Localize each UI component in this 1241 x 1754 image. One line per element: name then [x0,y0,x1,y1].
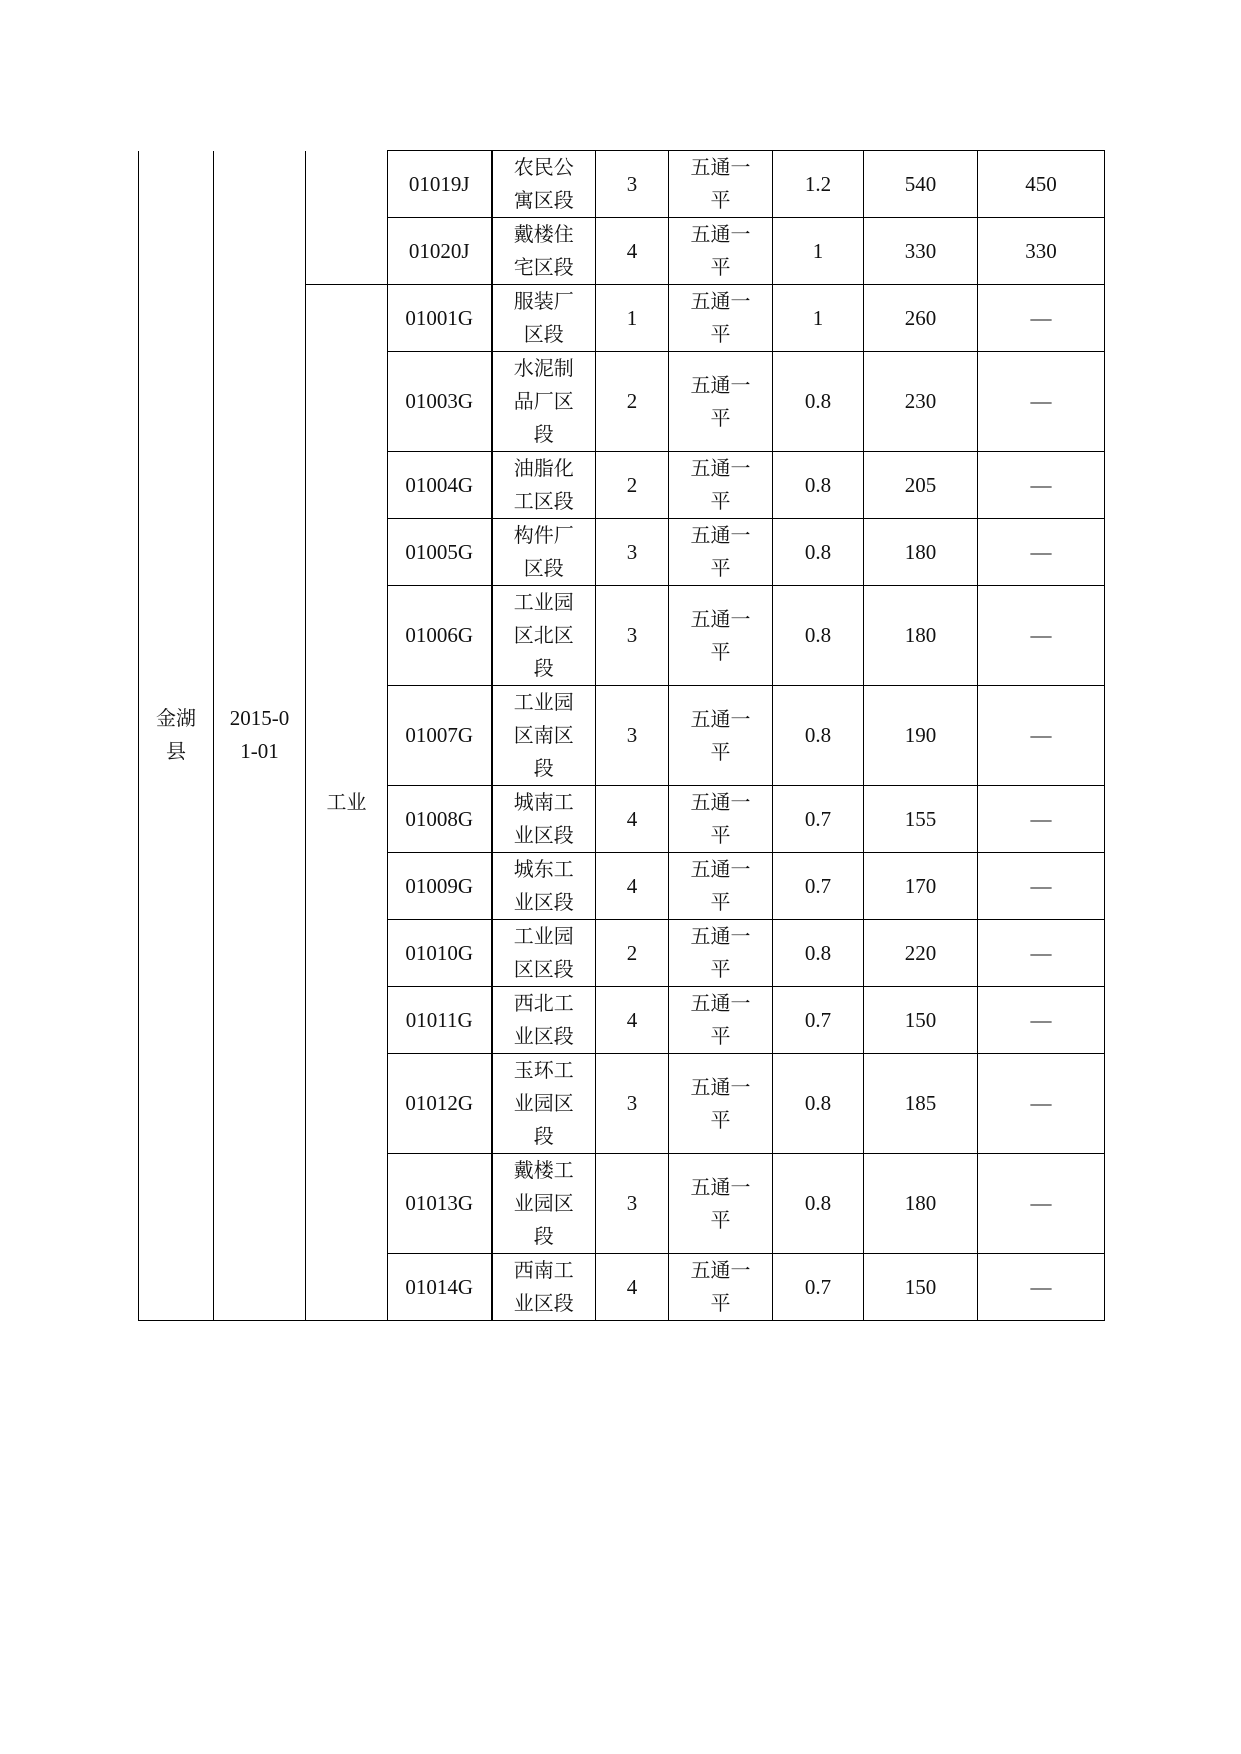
zone-name-cell [492,1154,596,1254]
text-line: 工业园 [513,690,574,714]
price-cell: 180 [864,586,978,686]
text-line: 平 [710,405,731,430]
extra-cell: — [978,1254,1105,1321]
condition-cell [669,151,773,218]
ratio-cell: 1 [773,218,864,285]
extra-cell: — [978,1154,1105,1254]
zone-code-cell: 01009G [388,853,492,920]
condition-cell [669,352,773,452]
extra-cell: — [978,352,1105,452]
ratio-cell: 0.8 [773,586,864,686]
text-line: 城东工 [513,857,574,881]
extra-cell: — [978,519,1105,586]
condition-cell [669,1154,773,1254]
table-body [139,151,1105,1321]
zone-code-cell: 01001G [388,285,492,352]
zone-code-cell: 01003G [388,352,492,452]
price-cell: 180 [864,1154,978,1254]
residential-category-cell [306,151,388,285]
grade-cell: 4 [596,987,669,1054]
text-line: 五通一 [690,289,751,313]
text-line: 平 [710,255,731,279]
condition-cell [669,1054,773,1154]
text-line: 平 [710,322,731,346]
price-cell: 230 [864,352,978,452]
price-cell: 205 [864,452,978,519]
text-line: 五通一 [690,606,751,631]
text-line: 业园区 [513,1091,574,1115]
date-cell [214,151,306,1321]
zone-code-cell: 01013G [388,1154,492,1254]
text-line: 农民公 [513,155,574,179]
ratio-cell: 0.7 [773,786,864,853]
grade-cell: 2 [596,352,669,452]
condition-cell [669,1254,773,1321]
text-line: 五通一 [690,155,751,179]
extra-cell: — [978,285,1105,352]
text-line: 平 [710,1107,731,1132]
text-line: 工业园 [513,590,574,614]
price-cell: 330 [864,218,978,285]
county-cell [139,151,214,1321]
zone-name-cell [492,352,596,452]
text-line: 业区段 [513,1291,574,1315]
text-line: 平 [710,1291,731,1315]
text-line: 1-01 [240,739,279,764]
condition-cell [669,452,773,519]
text-line: 五通一 [690,1174,751,1199]
text-line: 寓区段 [513,188,574,212]
text-line: 西南工 [513,1258,574,1282]
zone-name-cell [492,586,596,686]
text-line: 平 [710,957,731,981]
price-cell: 190 [864,686,978,786]
text-line: 构件厂 [513,523,574,547]
text-line: 玉环工 [513,1058,574,1082]
text-line: 平 [710,639,731,664]
text-line: 五通一 [690,1074,751,1099]
zone-code-cell: 01006G [388,586,492,686]
text-line: 区南区 [513,723,574,747]
text-line: 平 [710,489,731,513]
text-line: 区段 [523,322,564,346]
ratio-cell: 1 [773,285,864,352]
zone-name-cell [492,218,596,285]
ratio-cell: 0.8 [773,452,864,519]
text-line: 2015-0 [229,706,290,731]
zone-name-cell [492,452,596,519]
text-line: 工业园 [513,924,574,948]
zone-code-cell: 01011G [388,987,492,1054]
price-cell: 180 [864,519,978,586]
condition-cell [669,920,773,987]
text-line: 五通一 [690,222,751,246]
ratio-cell: 0.7 [773,853,864,920]
price-cell: 170 [864,853,978,920]
text-line: 戴楼工 [513,1158,574,1182]
zone-code-cell: 01020J [388,218,492,285]
text-line: 业区段 [513,890,574,914]
text-line: 县 [166,739,186,764]
text-line: 品厂区 [513,389,574,413]
industry-category-cell: 工业 [306,285,388,1321]
text-line: 业园区 [513,1191,574,1215]
zone-name-cell [492,987,596,1054]
zone-name-cell [492,686,596,786]
condition-cell [669,686,773,786]
text-line: 平 [710,1207,731,1232]
grade-cell: 3 [596,151,669,218]
condition-cell [669,586,773,686]
text-line: 五通一 [690,1258,751,1282]
ratio-cell: 0.8 [773,1154,864,1254]
grade-cell: 3 [596,586,669,686]
extra-cell: — [978,452,1105,519]
price-cell: 150 [864,1254,978,1321]
text-line: 水泥制 [513,356,574,380]
condition-cell [669,218,773,285]
text-line: 段 [533,756,554,780]
ratio-cell: 0.8 [773,352,864,452]
zone-code-cell: 01019J [388,151,492,218]
price-cell: 260 [864,285,978,352]
grade-cell: 3 [596,1154,669,1254]
text-line: 段 [533,1124,554,1148]
grade-cell: 3 [596,519,669,586]
zone-name-cell [492,1054,596,1154]
text-line: 段 [533,422,554,446]
condition-cell [669,987,773,1054]
price-cell: 185 [864,1054,978,1154]
grade-cell: 3 [596,1054,669,1154]
extra-cell: — [978,920,1105,987]
text-line: 平 [710,823,731,847]
zone-name-cell [492,786,596,853]
text-line: 戴楼住 [513,222,574,246]
text-line: 平 [710,739,731,764]
text-line: 五通一 [690,456,751,480]
extra-cell: 450 [978,151,1105,218]
ratio-cell: 0.7 [773,1254,864,1321]
text-line: 五通一 [690,991,751,1015]
extra-cell: — [978,853,1105,920]
extra-cell: — [978,686,1105,786]
zone-code-cell: 01014G [388,1254,492,1321]
zone-name-cell [492,519,596,586]
ratio-cell: 0.8 [773,1054,864,1154]
text-line: 区北区 [513,623,574,647]
text-line: 平 [710,556,731,580]
zone-code-cell: 01010G [388,920,492,987]
price-cell: 220 [864,920,978,987]
grade-cell: 4 [596,1254,669,1321]
text-line: 段 [533,1224,554,1248]
zone-code-cell: 01007G [388,686,492,786]
text-line: 五通一 [690,924,751,948]
zone-code-cell: 01005G [388,519,492,586]
condition-cell [669,285,773,352]
price-cell: 150 [864,987,978,1054]
text-line: 五通一 [690,790,751,814]
text-line: 五通一 [690,523,751,547]
text-line: 平 [710,890,731,914]
grade-cell: 3 [596,686,669,786]
text-line: 城南工 [513,790,574,814]
condition-cell [669,519,773,586]
extra-cell: — [978,987,1105,1054]
text-line: 五通一 [690,706,751,731]
ratio-cell: 0.7 [773,987,864,1054]
ratio-cell: 0.8 [773,686,864,786]
ratio-cell: 0.8 [773,519,864,586]
text-line: 五通一 [690,857,751,881]
text-line: 服装厂 [513,289,574,313]
text-line: 西北工 [513,991,574,1015]
zone-name-cell [492,1254,596,1321]
zone-code-cell: 01012G [388,1054,492,1154]
grade-cell: 4 [596,218,669,285]
condition-cell [669,786,773,853]
text-line: 平 [710,1024,731,1048]
zone-code-cell: 01004G [388,452,492,519]
condition-cell [669,853,773,920]
extra-cell: — [978,1054,1105,1154]
text-line: 工区段 [513,489,574,513]
zone-name-cell [492,151,596,218]
text-line: 业区段 [513,1024,574,1048]
text-line: 区区段 [513,957,574,981]
grade-cell: 2 [596,452,669,519]
grade-cell: 4 [596,853,669,920]
text-line: 业区段 [513,823,574,847]
grade-cell: 4 [596,786,669,853]
land-price-table [138,150,1105,1321]
ratio-cell: 0.8 [773,920,864,987]
grade-cell: 2 [596,920,669,987]
text-line: 五通一 [690,372,751,397]
text-line: 油脂化 [513,456,574,480]
extra-cell: — [978,586,1105,686]
zone-name-cell [492,853,596,920]
zone-name-cell [492,920,596,987]
price-cell: 540 [864,151,978,218]
price-cell: 155 [864,786,978,853]
zone-code-cell: 01008G [388,786,492,853]
text-line: 区段 [523,556,564,580]
text-line: 金湖 [156,706,196,731]
extra-cell: 330 [978,218,1105,285]
text-line: 段 [533,656,554,680]
extra-cell: — [978,786,1105,853]
grade-cell: 1 [596,285,669,352]
text-line: 宅区段 [513,255,574,279]
zone-name-cell [492,285,596,352]
ratio-cell: 1.2 [773,151,864,218]
table-row [139,151,1105,218]
text-line: 平 [710,188,731,212]
